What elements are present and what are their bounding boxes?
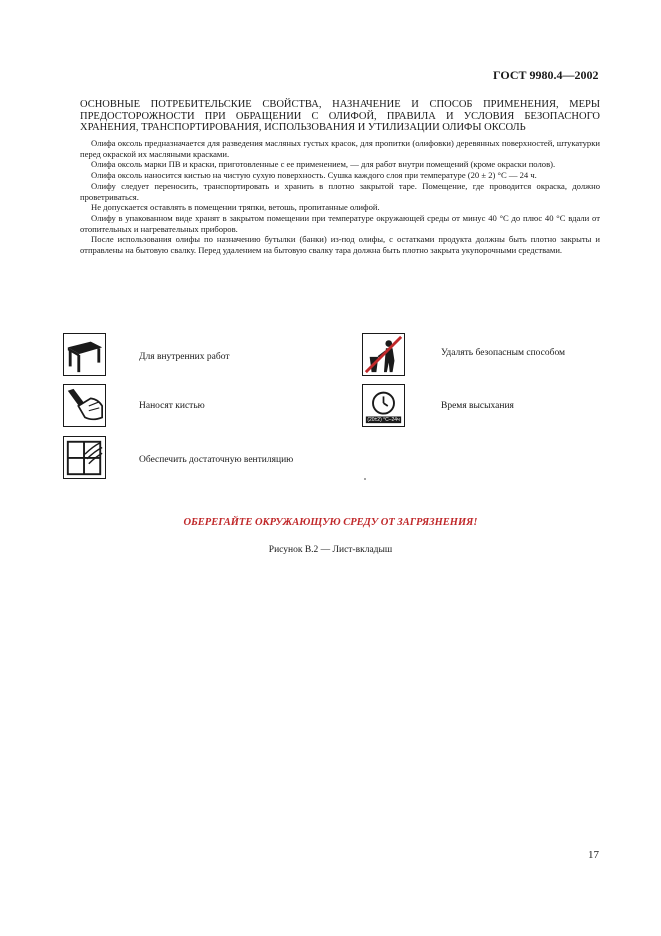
- page-number: 17: [588, 849, 599, 861]
- paragraph: Олифа оксоль марки ПВ и краски, приготовленные с ее применением, — для работ внутри помещений (кроме окраски полов).: [91, 159, 556, 170]
- drying-badge: (20±2) °C–24ч: [367, 417, 400, 423]
- section-title: ОСНОВНЫЕ ПОТРЕБИТЕЛЬСКИЕ СВОЙСТВА, НАЗНАЧЕНИЕ И СПОСОБ ПРИМЕНЕНИЯ, МЕРЫ ПРЕДОСТОРОЖНОСТИ ПРИ ОБРАЩЕНИИ С ОЛИФОЙ, ПРАВИЛА И УСЛОВИЯ БЕЗОПАСНОГО ХРАНЕНИЯ, ТРАНСПОРТИРОВАНИЯ, ИСПОЛЬЗОВАНИЯ И УТИЛИЗАЦИИ ОЛИФЫ ОКСОЛЬ: [80, 99, 600, 133]
- brush-hand-icon: [63, 384, 106, 427]
- window-ventilation-icon: [63, 436, 106, 479]
- figure-caption: Рисунок В.2 — Лист-вкладыш: [268, 545, 393, 555]
- clock-icon: [362, 384, 405, 427]
- paragraph: Олифу следует переносить, транспортировать и хранить в плотно закрытой таре. Помещение, где проводится окраска, должно проветриваться.: [80, 180, 600, 202]
- table-icon: [63, 333, 106, 376]
- document-code: ГОСТ 9980.4—2002: [493, 68, 599, 82]
- body-text: [80, 138, 600, 256]
- paragraph: Олифу в упакованном виде хранят в закрытом помещении при температуре окружающей среды от минус 40 °С до плюс 40 °С вдали от отопительных и нагревательных приборов.: [80, 212, 600, 234]
- brush-label: Наносят кистью: [139, 401, 205, 411]
- paragraph: После использования олифы по назначению бутылки (банки) из-под олифы, с остатками продукта должны быть плотно закрыты и отправлены на бытовую свалку. Перед удалением на бытовую свалку тара должна быть плотно закрыта укупорочными средствами.: [80, 234, 600, 256]
- disposal-label: Удалять безопасным способом: [441, 348, 566, 358]
- paragraph: Олифа оксоль предназначается для разведения масляных густых красок, для пропитки (олифовки) деревянных поверхностей, штукатурки перед окраской их масляными красками.: [80, 138, 600, 159]
- environment-warning: ОБЕРЕГАЙТЕ ОКРУЖАЮЩУЮ СРЕДУ ОТ ЗАГРЯЗНЕНИЯ!: [183, 517, 478, 528]
- indoor-label: Для внутренних работ: [139, 352, 230, 362]
- drying-label: Время высыхания: [441, 401, 514, 411]
- paragraph: Не допускается оставлять в помещении тряпки, ветошь, пропитанные олифой.: [91, 202, 380, 213]
- scan-speck: [364, 478, 366, 480]
- no-littering-icon: [362, 333, 405, 376]
- paragraph: Олифа оксоль наносится кистью на чистую сухую поверхность. Сушка каждого слоя при температуре (20 ± 2) °С — 24 ч.: [91, 170, 537, 181]
- ventilation-label: Обеспечить достаточную вентиляцию: [139, 455, 294, 465]
